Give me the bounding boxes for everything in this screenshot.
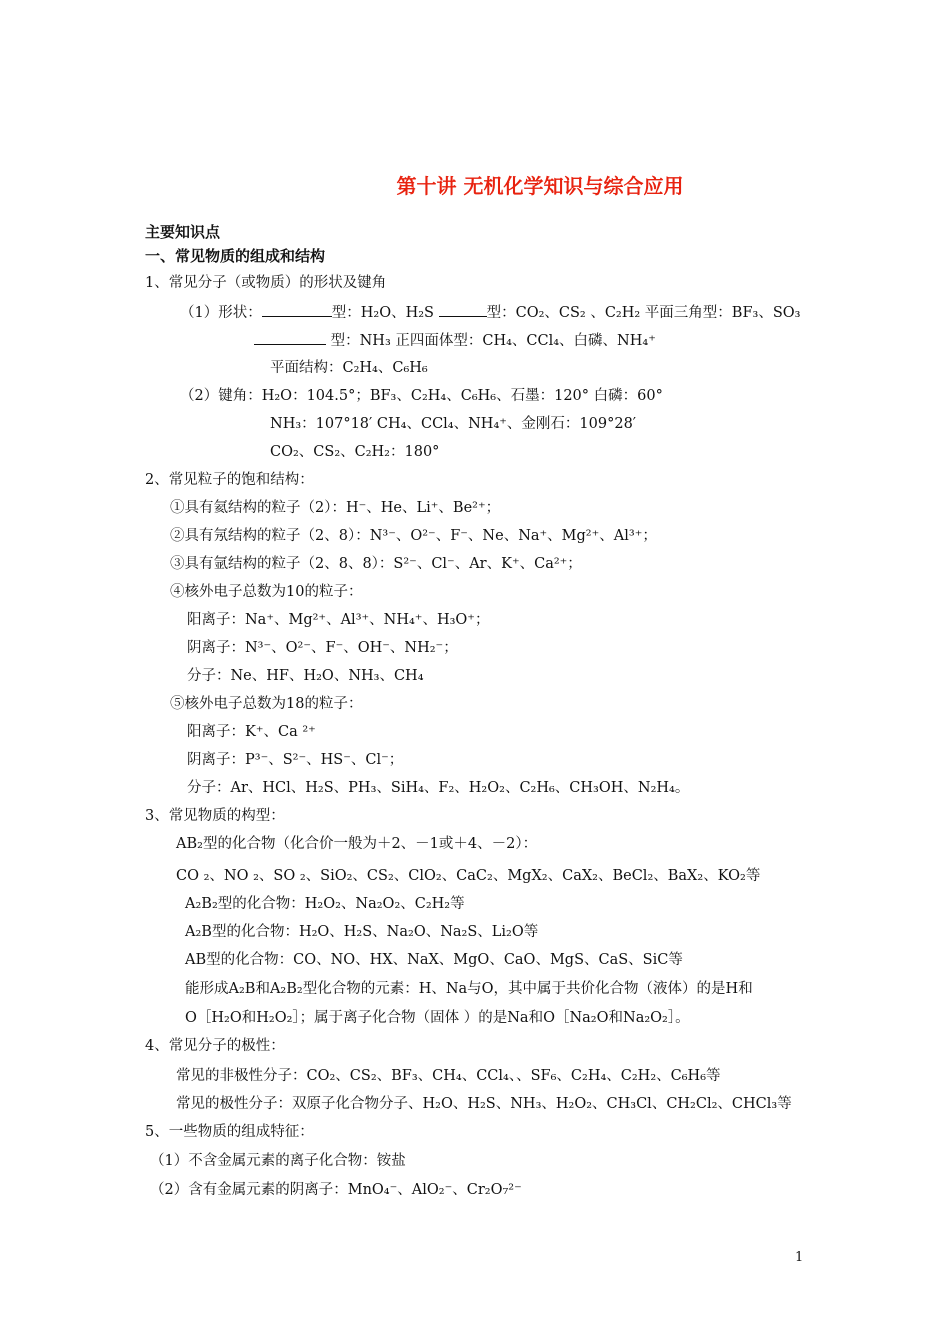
line-text: 常见的极性分子：双原子化合物分子、H₂O、H₂S、NH₃、H₂O₂、CH₃Cl、CH₂Cl₂、CHCl₃等 <box>176 1096 792 1112</box>
text-line <box>180 302 800 323</box>
fill-in-blank <box>439 302 487 317</box>
line-text: 1、常见分子（或物质）的形状及键角 <box>145 275 387 291</box>
text-line <box>170 694 362 714</box>
line-text: O［H₂O和H₂O₂］；属于离子化合物（固体 ）的是Na和O［Na₂O和Na₂O₂］。 <box>185 1010 690 1026</box>
line-text: 4、常见分子的极性： <box>145 1038 285 1054</box>
line-text: 分子：Ar、HCl、H₂S、PH₃、SiH₄、F₂、H₂O₂、C₂H₆、CH₃OH、N₂H₄。 <box>187 780 690 796</box>
text-line <box>270 442 439 462</box>
text-line <box>187 722 316 742</box>
line-text: ②具有氖结构的粒子（2、8）：N³⁻、O²⁻、F⁻、Ne、Na⁺、Mg²⁺、Al³⁺； <box>170 528 657 544</box>
line-text: 能形成A₂B和A₂B₂型化合物的元素：H、Na与O，其中属于共价化合物（液体）的是H和 <box>185 981 753 997</box>
line-text: 分子：Ne、HF、H₂O、NH₃、CH₄ <box>187 668 424 684</box>
text-line <box>254 330 656 351</box>
text-line <box>145 1122 314 1142</box>
text-line <box>176 834 537 854</box>
line-text: ①具有氦结构的粒子（2）：H⁻、He、Li⁺、Be²⁺； <box>170 500 501 516</box>
line-text: 主要知识点 <box>145 223 221 241</box>
line-text: 平面结构：C₂H₄、C₆H₆ <box>270 360 428 376</box>
text-line <box>170 526 657 546</box>
line-text: AB型的化合物：CO、NO、HX、NaX、MgO、CaO、MgS、CaS、SiC等 <box>185 952 683 968</box>
text-line <box>145 222 220 242</box>
line-text: 3、常见物质的构型： <box>145 808 285 824</box>
text-line <box>187 610 489 630</box>
line-text: （1）形状： <box>180 305 262 321</box>
text-line <box>187 666 424 686</box>
line-text: 常见的非极性分子：CO₂、CS₂、BF₃、CH₄、CCl₄、、SF₆、C₂H₄、C₂H₂、C₆H₆等 <box>176 1068 721 1084</box>
line-text: 阴离子：P³⁻、S²⁻、HS⁻、Cl⁻； <box>187 752 404 768</box>
text-line <box>145 1036 285 1056</box>
text-line <box>185 894 465 914</box>
line-text: 阴离子：N³⁻、O²⁻、F⁻、OH⁻、NH₂⁻； <box>187 640 458 656</box>
text-line <box>185 922 538 942</box>
line-text: 型：H₂O、H₂S <box>331 305 439 321</box>
text-line <box>185 979 753 999</box>
line-text: ④核外电子总数为10的粒子： <box>170 584 363 600</box>
text-line <box>270 414 636 434</box>
text-line <box>176 1066 721 1086</box>
text-line <box>170 498 500 518</box>
text-line <box>176 866 760 886</box>
text-line <box>180 386 663 406</box>
fill-in-blank <box>254 330 326 345</box>
text-line <box>145 246 325 266</box>
text-line <box>150 1151 406 1171</box>
text-line <box>187 750 403 770</box>
text-line <box>170 582 362 602</box>
line-text: CO₂、CS₂、C₂H₂：180° <box>270 444 440 460</box>
text-line <box>185 950 683 970</box>
line-text: ③具有氩结构的粒子（2、8、8）：S²⁻、Cl⁻、Ar、K⁺、Ca²⁺； <box>170 556 582 572</box>
line-text: 一、常见物质的组成和结构 <box>145 247 326 265</box>
line-text: CO ₂、NO ₂、SO ₂、SiO₂、CS₂、ClO₂、CaC₂、MgX₂、CaX₂、BeCl₂、BaX₂、KO₂等 <box>176 868 761 884</box>
line-text: （1）不含金属元素的离子化合物：铵盐 <box>150 1153 406 1169</box>
page-number: 1 <box>795 1250 804 1265</box>
line-text: ⑤核外电子总数为18的粒子： <box>170 696 363 712</box>
text-line <box>187 638 458 658</box>
text-line <box>145 273 386 293</box>
line-text: A₂B型的化合物：H₂O、H₂S、Na₂O、Na₂S、Li₂O等 <box>185 924 539 940</box>
line-text: （2）键角：H₂O：104.5°；BF₃、C₂H₄、C₆H₆、石墨：120° 白磷：60° <box>180 388 663 404</box>
line-text: 2、常见粒子的饱和结构： <box>145 472 314 488</box>
text-line <box>145 806 285 826</box>
text-line <box>270 358 428 378</box>
text-line <box>187 778 689 798</box>
line-text: 型：NH₃ 正四面体型：CH₄、CCl₄、白磷、NH₄⁺ <box>326 333 656 349</box>
line-text: 5、一些物质的组成特征： <box>145 1124 314 1140</box>
line-text: 阳离子：Na⁺、Mg²⁺、Al³⁺、NH₄⁺、H₃O⁺； <box>187 612 490 628</box>
fill-in-blank <box>262 302 332 317</box>
text-line <box>170 554 582 574</box>
line-text: 型：CO₂、CS₂ 、C₂H₂ 平面三角型：BF₃、SO₃ <box>486 305 801 321</box>
page-title: 第十讲 无机化学知识与综合应用 <box>396 174 684 198</box>
text-line <box>185 1008 690 1028</box>
line-text: （2）含有金属元素的阴离子：MnO₄⁻、AlO₂⁻、Cr₂O₇²⁻ <box>150 1182 522 1198</box>
line-text: NH₃：107°18′ CH₄、CCl₄、NH₄⁺、金刚石：109°28′ <box>270 416 637 432</box>
line-text: A₂B₂型的化合物：H₂O₂、Na₂O₂、C₂H₂等 <box>185 896 465 912</box>
text-line <box>145 470 314 490</box>
line-text: 阳离子：K⁺、Ca ²⁺ <box>187 724 316 740</box>
text-line <box>176 1094 792 1114</box>
text-line <box>150 1180 522 1200</box>
line-text: AB₂型的化合物（化合价一般为＋2、－1或＋4、－2）： <box>176 836 538 852</box>
